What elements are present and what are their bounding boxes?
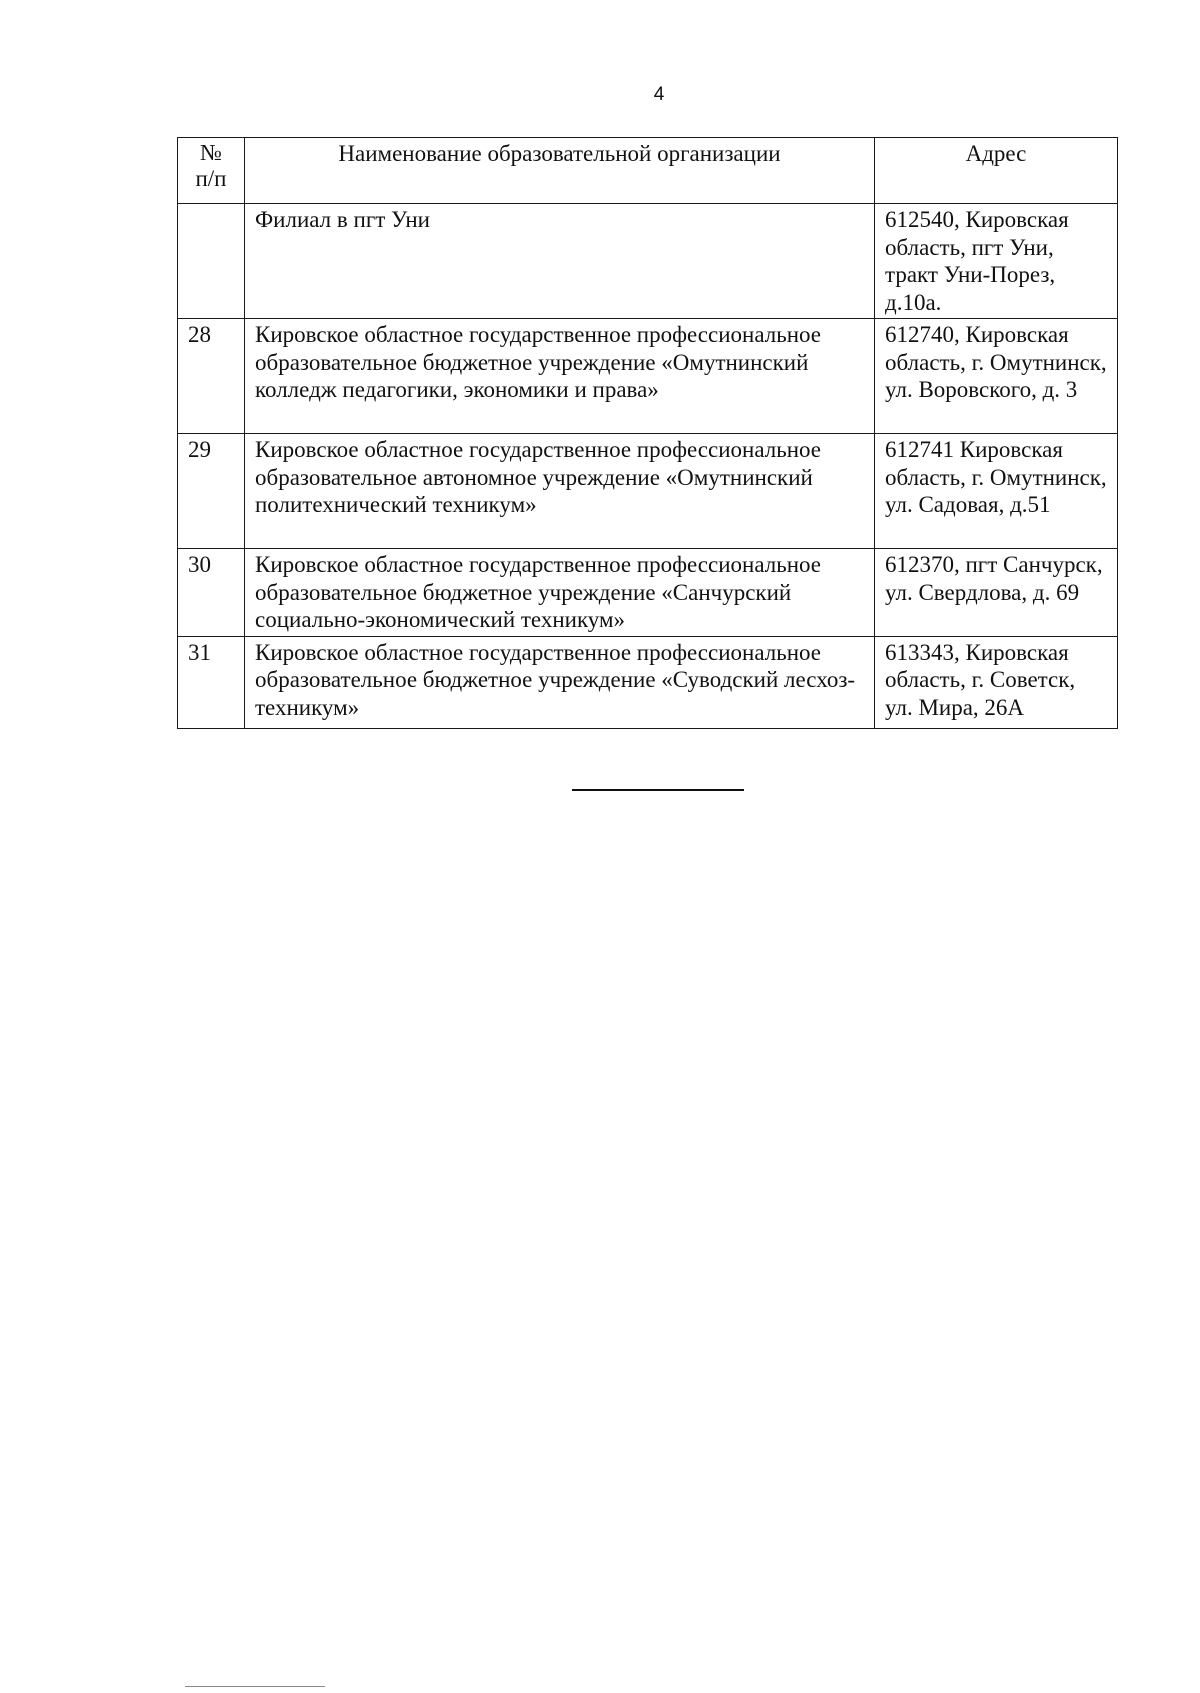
page-number: 4 (653, 84, 665, 105)
row-address: 612370, пгт Санчурск, ул. Свердлова, д. 69 (875, 549, 1118, 637)
closing-rule (572, 789, 744, 791)
row-address: 613343, Кировская область, г. Советск, ул. Мира, 26А (875, 636, 1118, 728)
footer-scan-mark (185, 1686, 325, 1687)
table-header-row (178, 138, 1118, 204)
header-number-symbol: № (200, 140, 222, 165)
row-number: 28 (178, 319, 245, 434)
row-name: Филиал в пгт Уни (245, 204, 875, 319)
row-name: Кировское областное государственное профессиональное образовательное бюджетное учреждение «Санчурский социально-экономический техникум» (245, 549, 875, 637)
row-address: 612740, Кировская область, г. Омутнинск, ул. Воровского, д. 3 (875, 319, 1118, 434)
row-number: 30 (178, 549, 245, 637)
table-row (178, 204, 1118, 319)
table-row (178, 434, 1118, 549)
row-address: 612741 Кировская область, г. Омутнинск, ул. Садовая, д.51 (875, 434, 1118, 549)
row-name: Кировское областное государственное профессиональное образовательное автономное учреждение «Омутнинский политехнический техникум» (245, 434, 875, 549)
row-number: 29 (178, 434, 245, 549)
organizations-table (177, 137, 1118, 729)
header-number-abbr: п/п (195, 166, 227, 191)
row-number: 31 (178, 636, 245, 728)
table-row (178, 549, 1118, 637)
header-address: Адрес (875, 138, 1118, 204)
row-address: 612540, Кировская область, пгт Уни, тракт Уни-Порез, д.10а. (875, 204, 1118, 319)
header-name: Наименование образовательной организации (245, 138, 875, 204)
header-number (178, 138, 245, 204)
table-row (178, 636, 1118, 728)
row-number (178, 204, 245, 319)
row-name: Кировское областное государственное профессиональное образовательное бюджетное учреждение «Суводский лесхоз-техникум» (245, 636, 875, 728)
table-row (178, 319, 1118, 434)
row-name: Кировское областное государственное профессиональное образовательное бюджетное учреждение «Омутнинский колледж педагогики, экономики и права» (245, 319, 875, 434)
